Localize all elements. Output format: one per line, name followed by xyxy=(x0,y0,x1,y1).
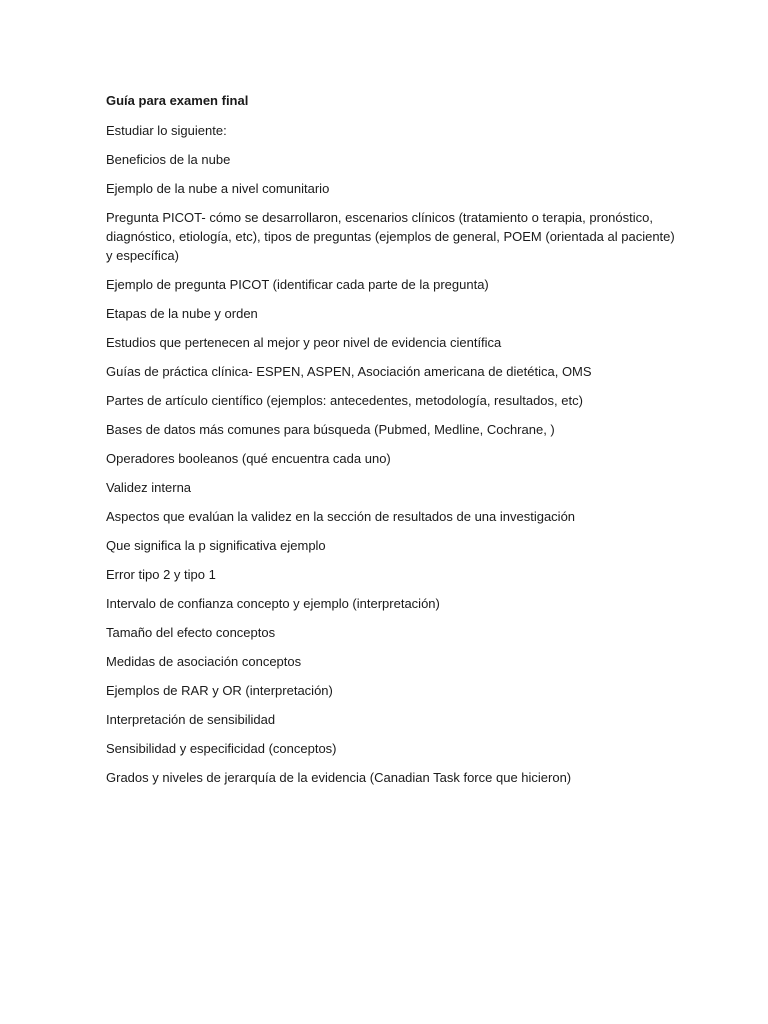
list-item: Error tipo 2 y tipo 1 xyxy=(106,567,216,582)
list-item: Bases de datos más comunes para búsqueda (Pubmed, Medline, Cochrane, ) xyxy=(106,422,555,437)
list-item: Ejemplo de pregunta PICOT (identificar cada parte de la pregunta) xyxy=(106,277,489,292)
list-item: Estudios que pertenecen al mejor y peor nivel de evidencia científica xyxy=(106,335,502,350)
list-item: Que significa la p significativa ejemplo xyxy=(106,538,326,553)
list-item: Etapas de la nube y orden xyxy=(106,306,258,321)
list-item: Medidas de asociación conceptos xyxy=(106,654,302,669)
list-item: Intervalo de confianza concepto y ejemplo (interpretación) xyxy=(106,596,440,611)
list-item: Interpretación de sensibilidad xyxy=(106,712,276,727)
document-title: Guía para examen final xyxy=(106,93,249,108)
list-item: Tamaño del efecto conceptos xyxy=(106,625,276,640)
list-item: Sensibilidad y especificidad (conceptos) xyxy=(106,741,337,756)
list-item: Estudiar lo siguiente: xyxy=(106,123,227,138)
list-item: Pregunta PICOT- cómo se desarrollaron, escenarios clínicos (tratamiento o terapia, pronóstico, diagnóstico, etiología, etc), tipos de preguntas (ejemplos de general, POEM (orientada al paciente) y específica) xyxy=(106,210,675,263)
document-body xyxy=(106,92,676,797)
list-item: Aspectos que evalúan la validez en la sección de resultados de una investigación xyxy=(106,509,576,524)
list-item: Grados y niveles de jerarquía de la evidencia (Canadian Task force que hicieron) xyxy=(106,770,572,785)
list-item: Partes de artículo científico (ejemplos: antecedentes, metodología, resultados, etc) xyxy=(106,393,583,408)
list-item: Ejemplo de la nube a nivel comunitario xyxy=(106,181,330,196)
list-item: Validez interna xyxy=(106,480,192,495)
list-item: Ejemplos de RAR y OR (interpretación) xyxy=(106,683,333,698)
list-item: Guías de práctica clínica- ESPEN, ASPEN, Asociación americana de dietética, OMS xyxy=(106,364,592,379)
list-item: Operadores booleanos (qué encuentra cada uno) xyxy=(106,451,391,466)
list-item: Beneficios de la nube xyxy=(106,152,231,167)
